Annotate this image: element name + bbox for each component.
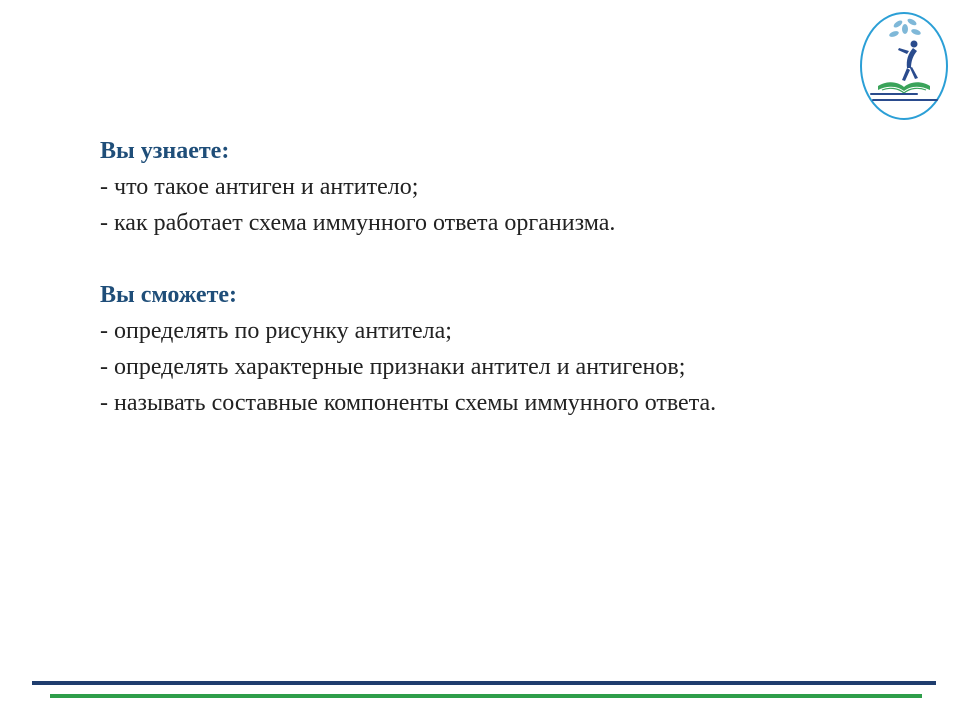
list-item: - что такое антиген и антитело; <box>100 174 419 200</box>
section-list <box>100 169 900 241</box>
list-item: - определять по рисунку антитела; <box>100 318 452 344</box>
section-learn <box>100 133 900 241</box>
list-item: - определять характерные признаки антител и антигенов; <box>100 354 686 380</box>
school-emblem-icon <box>858 10 950 122</box>
school-logo <box>858 10 950 122</box>
list-item: - называть составные компоненты схемы иммунного ответа. <box>100 390 717 416</box>
footer-rule-blue <box>32 681 936 685</box>
section-able <box>100 277 900 421</box>
list-item: - как работает схема иммунного ответа организма. <box>100 210 616 236</box>
section-heading: Вы сможете: <box>100 282 238 308</box>
footer-rule-green <box>50 694 922 698</box>
slide-content <box>100 133 900 421</box>
section-list <box>100 313 900 421</box>
section-heading: Вы узнаете: <box>100 138 230 164</box>
